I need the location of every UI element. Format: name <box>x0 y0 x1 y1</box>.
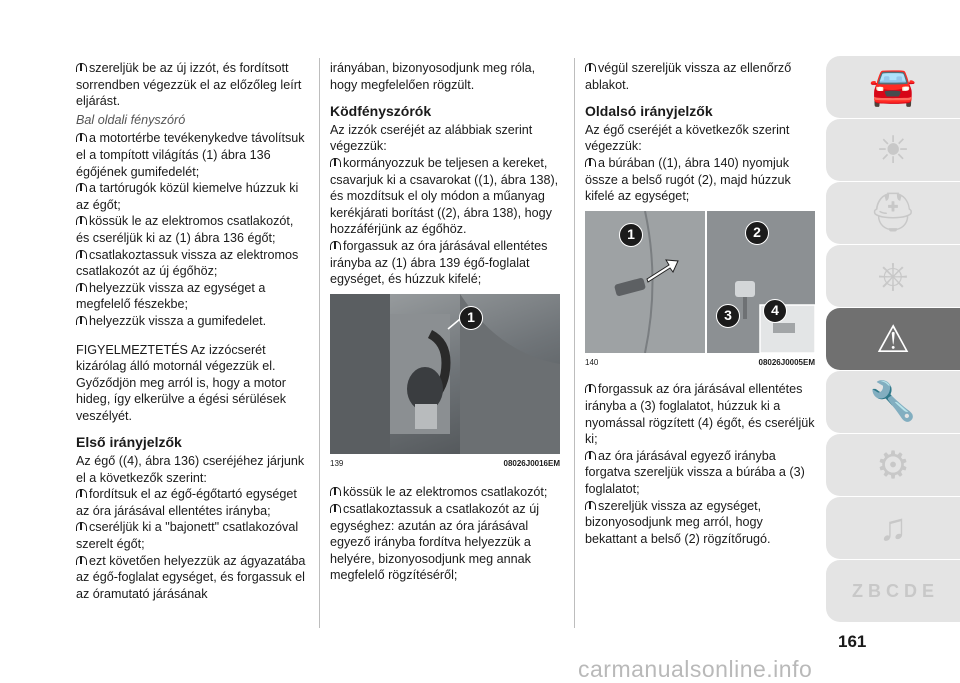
fog-light-illustration <box>330 294 560 454</box>
column-divider <box>319 58 320 628</box>
column-3 <box>585 60 815 547</box>
figure-140-image <box>585 211 815 353</box>
emergency-icon[interactable]: ⚠ <box>826 308 960 370</box>
list-item: csatlakoztassuk vissza az elektromos csatlakozót az új égőhöz; <box>76 247 299 279</box>
heading-fog-lights: Ködfényszórók <box>330 103 432 120</box>
intro-text: Az égő cseréjét a következők szerint végezzük: <box>585 122 790 154</box>
key-bullet-icon <box>76 556 87 565</box>
key-bullet-icon <box>76 183 87 192</box>
list-item: helyezzük vissza a gumifedelet. <box>76 313 308 330</box>
heading-front-indicators: Első irányjelzők <box>76 434 182 451</box>
key-bullet-icon <box>76 283 87 292</box>
figure-139-caption <box>330 456 560 473</box>
callout-3: 3 <box>716 304 740 328</box>
key-bullet-icon <box>585 451 596 460</box>
column-1 <box>76 60 308 602</box>
maintenance-icon[interactable]: 🔧 <box>826 371 960 433</box>
key-bullet-icon <box>585 158 596 167</box>
list-item: kössük le az elektromos csatlakozót, és cseréljük ki az (1) ábra 136 égőt; <box>76 214 294 245</box>
key-bullet-icon <box>76 250 87 259</box>
intro-text: Az égő ((4), ábra 136) cseréjéhez járjunk el a következők szerint: <box>76 454 305 485</box>
heading-side-indicators: Oldalsó irányjelzők <box>585 103 713 120</box>
warning-text: FIGYELMEZTETÉS Az izzócserét kizárólag álló motornál végezzük el. Győződjön meg arról is, hogy a motor hideg, így elkerülve a égési sérülések veszélyét. <box>76 342 287 423</box>
figure-number: 140 <box>585 357 599 367</box>
callout-1: 1 <box>619 223 643 247</box>
callout-4: 4 <box>763 299 787 323</box>
key-bullet-icon <box>76 133 87 142</box>
page-number: 161 <box>838 632 867 651</box>
list-item: a búrában ((1), ábra 140) nyomjuk össze a belső rugót (2), majd húzzuk kifelé az egységet; <box>585 155 791 204</box>
key-bullet-icon <box>585 63 596 72</box>
figure-140-caption <box>585 355 815 372</box>
figure-code: 08026J0005EM <box>758 357 815 367</box>
steering-wheel-icon[interactable]: ⎈ <box>826 245 960 307</box>
technical-data-icon[interactable]: ⚙ <box>826 434 960 496</box>
column-2 <box>330 60 560 584</box>
list-item: az óra járásával egyező irányba forgatva szereljük vissza a búrába a (3) foglalatot; <box>585 448 805 496</box>
callout-1: 1 <box>459 306 483 330</box>
watermark: carmanualsonline.info <box>578 656 813 682</box>
figure-139-image <box>330 294 560 454</box>
list-item: csatlakoztassuk a csatlakozót az új egységhez: azután az óra járásával egyező irányba fordítva helyezzük a helyére, bizonyosodjunk meg annak megfelelő rögzítéséről; <box>330 501 539 583</box>
multimedia-icon[interactable]: ♫ <box>826 497 960 559</box>
paragraph: irányában, bizonyosodjunk meg róla, hogy megfelelően rögzült. <box>330 61 536 92</box>
lights-icon[interactable]: ☀ <box>826 119 960 181</box>
figure-number: 139 <box>330 458 344 468</box>
key-bullet-icon <box>585 501 596 510</box>
list-item: helyezzük vissza az egységet a megfelelő fészekbe; <box>76 280 266 312</box>
key-bullet-icon <box>76 489 87 498</box>
figure-code: 08026J0016EM <box>503 458 560 468</box>
list-item: ezt követően helyezzük az ágyazatába az égő-foglalat egységet, és forgassuk el az óramutató járásának <box>76 553 306 601</box>
key-bullet-icon <box>76 63 87 72</box>
car-dashboard-icon[interactable]: 🚘 <box>826 56 960 118</box>
chapter-sidebar <box>826 56 960 616</box>
list-item: forgassuk az óra járásával ellentétes irányba az (1) ábra 139 égő-foglalat egységet, és húzzuk kifelé; <box>330 238 548 287</box>
column-divider <box>574 58 575 628</box>
list-item: fordítsuk el az égő-égőtartó egységet az óra járásával ellentétes irányba; <box>76 487 297 518</box>
list-item: kössük le az elektromos csatlakozót; <box>330 484 560 501</box>
intro-text: Az izzók cseréjét az alábbiak szerint végezzük: <box>330 122 533 154</box>
key-bullet-icon <box>330 487 341 496</box>
index-icon[interactable]: Z B C D E <box>826 560 960 622</box>
subheading-left-headlight: Bal oldali fényszóró <box>76 112 186 127</box>
key-bullet-icon <box>330 158 341 167</box>
list-item: forgassuk az óra járásával ellentétes irányba a (3) foglalatot, húzzuk ki a nyomással rögzített (4) égőt, és cseréljük ki; <box>585 382 815 447</box>
key-bullet-icon <box>330 241 341 250</box>
list-item: cseréljük ki a "bajonett" csatlakozóval szerelt égőt; <box>76 520 299 552</box>
list-item: a tartórugók közül kiemelve húzzuk ki az égőt; <box>76 181 299 212</box>
key-bullet-icon <box>76 522 87 531</box>
key-bullet-icon <box>76 216 87 225</box>
callout-2: 2 <box>745 221 769 245</box>
list-item: végül szereljük vissza az ellenőrző ablakot. <box>585 61 792 92</box>
safety-airbag-icon[interactable]: ⛑ <box>826 182 960 244</box>
paragraph: szereljük be az új izzót, és fordítsott sorrendben végezzük el az előzőleg leírt eljárást. <box>76 61 302 109</box>
list-item: kormányozzuk be teljesen a kereket, csavarjuk ki a csavarokat ((1), ábra 138), és mozdítsuk el oly módon a műanyag kerékjárati borítást ((2), ábra 138), hogy hozzáférjünk az égőhöz. <box>330 155 559 237</box>
key-bullet-icon <box>76 316 87 325</box>
key-bullet-icon <box>585 384 596 393</box>
key-bullet-icon <box>330 504 341 513</box>
list-item: a motortérbe tevékenykedve távolítsuk el a tompított világítás (1) ábra 136 égőjének gumifedelét; <box>76 131 305 179</box>
list-item: szereljük vissza az egységet, bizonyosodjunk meg arról, hogy bekattant a belső (2) rögzítőrugó. <box>585 498 771 546</box>
